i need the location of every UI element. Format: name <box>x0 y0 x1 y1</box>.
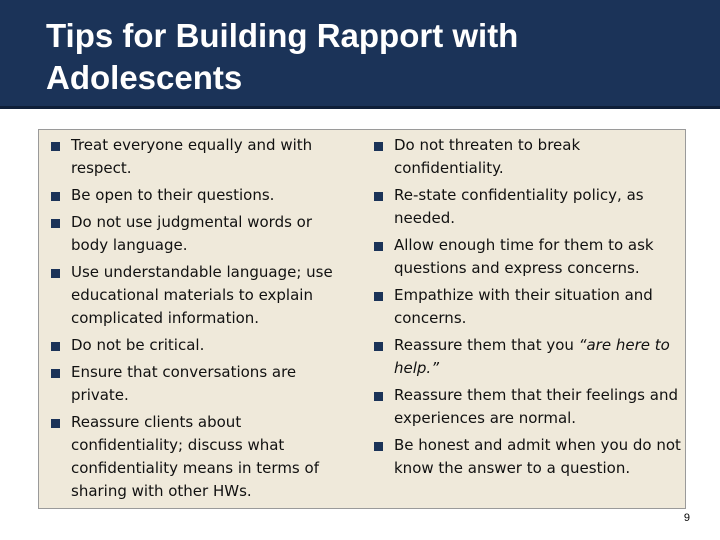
list-item: Reassure clients about confidentiality; discuss what confidentiality means in terms of sharing with other HWs. <box>50 411 350 503</box>
square-bullet-icon <box>374 342 383 351</box>
emphasized-quote: “are here to help.” <box>394 336 670 377</box>
list-item: Empathize with their situation and concerns. <box>373 284 685 330</box>
square-bullet-icon <box>374 292 383 301</box>
list-item: Treat everyone equally and with respect. <box>50 134 350 180</box>
list-item: Do not threaten to break confidentiality. <box>373 134 685 180</box>
square-bullet-icon <box>51 369 60 378</box>
square-bullet-icon <box>51 219 60 228</box>
square-bullet-icon <box>374 192 383 201</box>
square-bullet-icon <box>374 442 383 451</box>
list-item: Be honest and admit when you do not know the answer to a question. <box>373 434 685 480</box>
list-item: Allow enough time for them to ask questions and express concerns. <box>373 234 685 280</box>
list-item: Do not use judgmental words or body language. <box>50 211 350 257</box>
list-item: Re-state confidentiality policy, as needed. <box>373 184 685 230</box>
list-item: Reassure them that their feelings and experiences are normal. <box>373 384 685 430</box>
list-item: Ensure that conversations are private. <box>50 361 350 407</box>
square-bullet-icon <box>51 142 60 151</box>
left-bullet-list <box>50 134 350 507</box>
square-bullet-icon <box>374 392 383 401</box>
list-item: Do not be critical. <box>50 334 350 357</box>
page-number: 9 <box>683 512 690 524</box>
square-bullet-icon <box>51 419 60 428</box>
square-bullet-icon <box>51 192 60 201</box>
title-banner <box>0 0 720 109</box>
square-bullet-icon <box>51 342 60 351</box>
square-bullet-icon <box>374 242 383 251</box>
square-bullet-icon <box>374 142 383 151</box>
list-item: Reassure them that you “are here to help.” <box>373 334 685 380</box>
list-item: Use understandable language; use educational materials to explain complicated information. <box>50 261 350 330</box>
slide-title: Tips for Building Rapport with Adolescents <box>46 17 519 96</box>
right-bullet-list <box>373 134 685 484</box>
square-bullet-icon <box>51 269 60 278</box>
list-item: Be open to their questions. <box>50 184 350 207</box>
